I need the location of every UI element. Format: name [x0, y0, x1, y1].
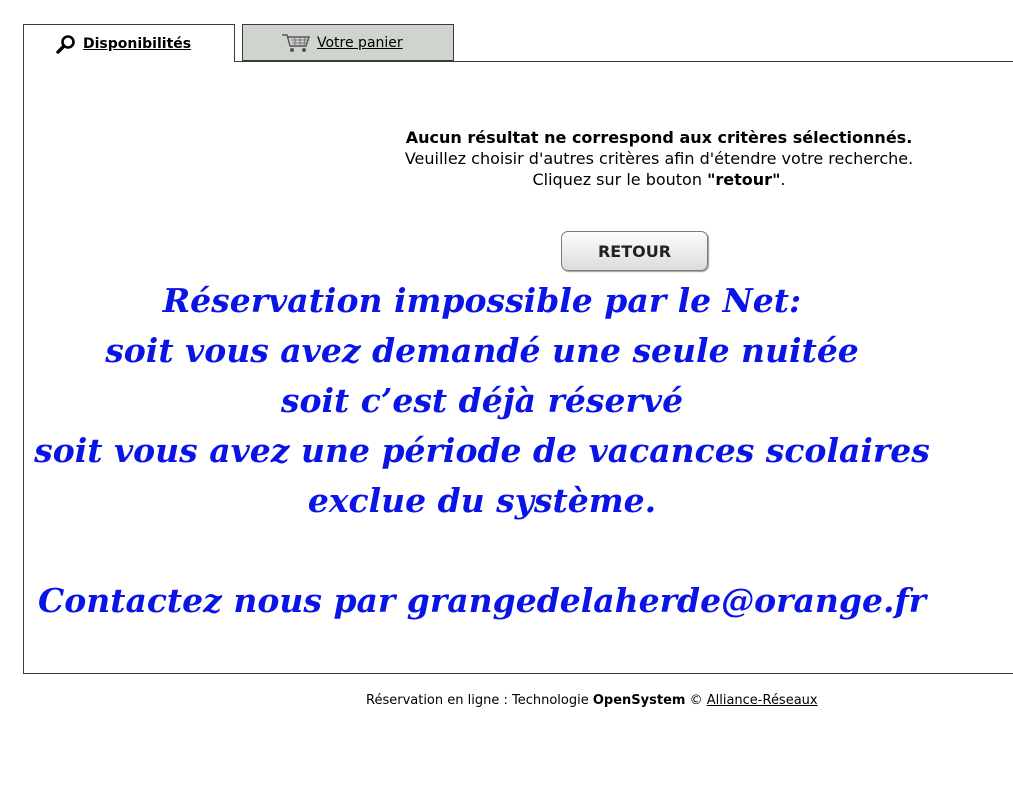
footer-prefix: Réservation en ligne : Technologie — [366, 693, 593, 708]
magnifier-icon — [55, 34, 77, 54]
results-panel — [23, 61, 1013, 674]
no-results-message — [344, 127, 974, 190]
contact-line: Contactez nous par grangedelaherde@orange.fr — [37, 581, 927, 620]
footer-brand: OpenSystem — [592, 693, 686, 708]
tab-availability[interactable] — [23, 24, 235, 62]
tab-availability-label: Disponibilités — [83, 35, 192, 52]
notice-spacer — [24, 526, 940, 576]
no-results-title: Aucun résultat ne correspond aux critères sélectionnés. — [405, 128, 913, 147]
tab-cart-label: Votre panier — [317, 34, 403, 51]
no-results-instruction — [344, 169, 974, 190]
alliance-reseaux-link[interactable]: Alliance-Réseaux — [706, 693, 818, 708]
reservation-notice — [24, 276, 940, 626]
no-results-hint: Veuillez choisir d'autres critères afin d'étendre votre recherche. — [404, 149, 914, 168]
notice-line-4: soit vous avez une période de vacances scolaires — [34, 431, 930, 470]
notice-line-1: Réservation impossible par le Net: — [162, 281, 802, 320]
footer-copyright: © — [685, 693, 707, 708]
notice-line-3: soit c’est déjà réservé — [280, 381, 684, 420]
instruction-suffix: . — [780, 170, 786, 189]
retour-button[interactable]: RETOUR — [561, 231, 708, 271]
tab-cart[interactable] — [242, 24, 454, 61]
footer-credits — [366, 693, 818, 708]
notice-line-2: soit vous avez demandé une seule nuitée — [105, 331, 859, 370]
shopping-cart-icon — [281, 32, 311, 54]
instruction-prefix: Cliquez sur le bouton — [532, 170, 708, 189]
instruction-retour-word: "retour" — [707, 170, 781, 189]
notice-line-5: exclue du système. — [307, 481, 657, 520]
